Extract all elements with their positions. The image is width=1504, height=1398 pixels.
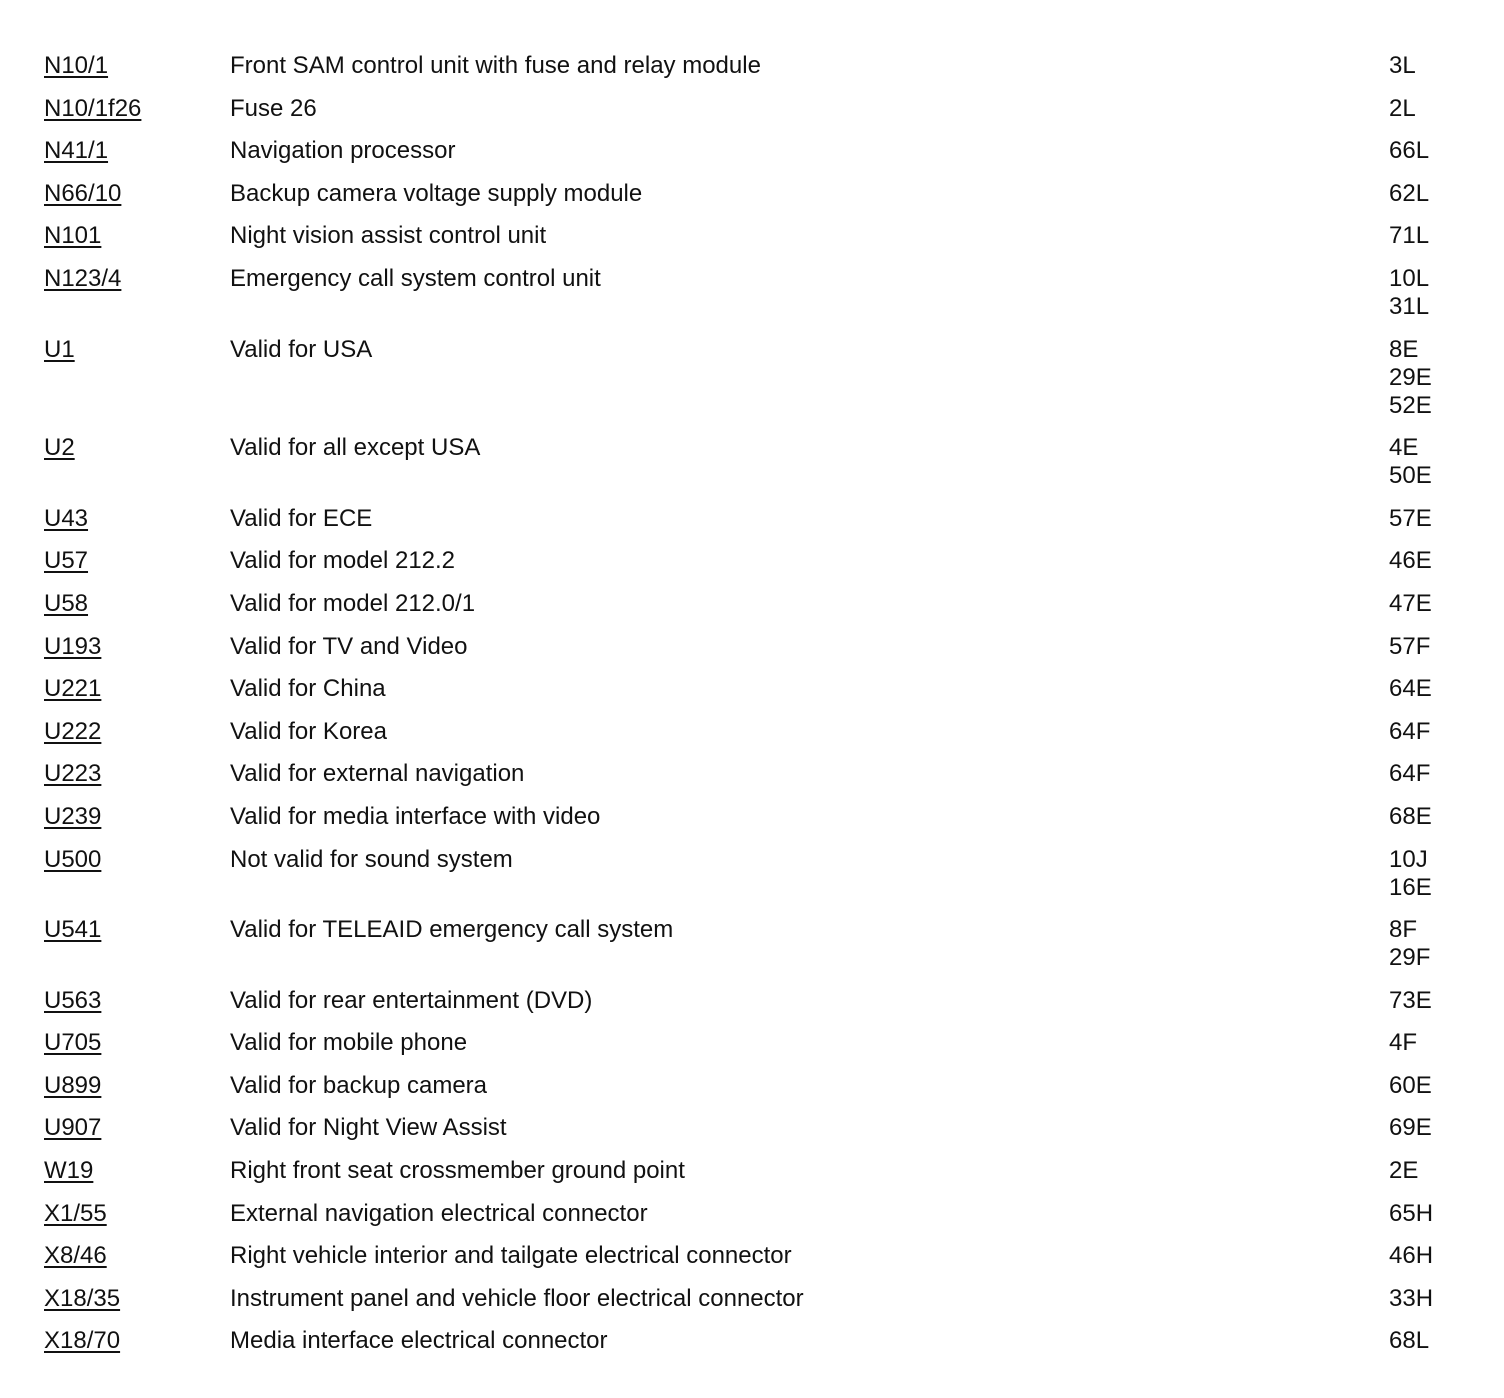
grid-reference: 69E (1389, 1114, 1432, 1142)
grid-reference: 31L (1389, 292, 1430, 320)
grid-references (1389, 336, 1464, 420)
grid-reference: 68E (1389, 802, 1432, 830)
grid-references (1389, 180, 1464, 208)
grid-references (1389, 505, 1464, 533)
component-description: Valid for rear entertainment (DVD) (230, 986, 593, 1014)
grid-reference: 71L (1389, 222, 1430, 250)
component-description: Emergency call system control unit (230, 264, 601, 292)
legend-row (44, 1072, 1464, 1100)
component-description: Right front seat crossmember ground point (230, 1157, 685, 1185)
legend-row (44, 1242, 1464, 1270)
component-code-link[interactable]: N66/10 (44, 179, 122, 207)
legend-row (44, 180, 1464, 208)
component-code-link[interactable]: U541 (44, 916, 102, 944)
grid-reference: 8F (1389, 916, 1418, 944)
grid-references (1389, 590, 1464, 618)
grid-reference: 29F (1389, 944, 1431, 972)
grid-references (1389, 434, 1464, 490)
component-description: Night vision assist control unit (230, 222, 547, 250)
component-code-link[interactable]: U500 (44, 845, 102, 873)
component-description: Valid for ECE (230, 504, 373, 532)
component-code-link[interactable]: N10/1f26 (44, 94, 142, 122)
grid-reference: 50E (1389, 462, 1432, 490)
component-description: Valid for external navigation (230, 760, 525, 788)
grid-reference: 4E (1389, 434, 1419, 462)
legend-row (44, 1200, 1464, 1228)
component-description: Valid for backup camera (230, 1071, 488, 1099)
grid-references (1389, 675, 1464, 703)
component-description: Right vehicle interior and tailgate electrical connector (230, 1242, 792, 1270)
grid-reference: 52E (1389, 391, 1432, 419)
component-code-link[interactable]: N41/1 (44, 137, 109, 165)
component-code-link[interactable]: W19 (44, 1157, 94, 1185)
grid-references (1389, 265, 1464, 321)
grid-reference: 8E (1389, 335, 1419, 363)
grid-references (1389, 846, 1464, 902)
grid-references (1389, 718, 1464, 746)
grid-reference: 10L (1389, 264, 1430, 292)
component-description: Navigation processor (230, 137, 456, 165)
grid-reference: 29E (1389, 363, 1432, 391)
legend-row (44, 718, 1464, 746)
legend-row (44, 1029, 1464, 1057)
legend-row (44, 1114, 1464, 1142)
component-code-link[interactable]: U43 (44, 504, 89, 532)
component-legend-table (44, 52, 1464, 1370)
legend-row (44, 547, 1464, 575)
grid-reference: 60E (1389, 1071, 1432, 1099)
component-code-link[interactable]: X8/46 (44, 1242, 107, 1270)
component-description: Not valid for sound system (230, 845, 513, 873)
component-description: Valid for mobile phone (230, 1029, 468, 1057)
component-code-link[interactable]: X1/55 (44, 1199, 107, 1227)
legend-row (44, 590, 1464, 618)
component-description: Media interface electrical connector (230, 1327, 608, 1355)
grid-references (1389, 137, 1464, 165)
component-code-link[interactable]: U899 (44, 1071, 102, 1099)
component-code-link[interactable]: X18/35 (44, 1284, 121, 1312)
component-description: Valid for USA (230, 335, 373, 363)
grid-references (1389, 95, 1464, 123)
component-code-link[interactable]: U563 (44, 986, 102, 1014)
component-code-link[interactable]: U1 (44, 335, 75, 363)
grid-references (1389, 1200, 1464, 1228)
component-code-link[interactable]: N10/1 (44, 52, 109, 79)
grid-reference: 47E (1389, 589, 1432, 617)
legend-row (44, 137, 1464, 165)
component-description: Valid for model 212.0/1 (230, 589, 476, 617)
component-description: Valid for Night View Assist (230, 1114, 507, 1142)
component-description: Valid for model 212.2 (230, 547, 456, 575)
component-description: Valid for TV and Video (230, 632, 468, 660)
component-description: Instrument panel and vehicle floor electrical connector (230, 1284, 804, 1312)
grid-reference: 64F (1389, 717, 1431, 745)
grid-reference: 65H (1389, 1199, 1434, 1227)
component-code-link[interactable]: U193 (44, 632, 102, 660)
grid-reference: 62L (1389, 179, 1430, 207)
grid-reference: 57F (1389, 632, 1431, 660)
component-code-link[interactable]: U907 (44, 1114, 102, 1142)
grid-references (1389, 52, 1464, 80)
component-code-link[interactable]: N123/4 (44, 264, 122, 292)
grid-reference: 57E (1389, 504, 1432, 532)
legend-row (44, 434, 1464, 490)
legend-row (44, 760, 1464, 788)
legend-row (44, 675, 1464, 703)
legend-row (44, 222, 1464, 250)
grid-references (1389, 803, 1464, 831)
component-code-link[interactable]: U239 (44, 802, 102, 830)
grid-references (1389, 916, 1464, 972)
legend-row (44, 1157, 1464, 1185)
legend-row (44, 846, 1464, 902)
legend-row (44, 633, 1464, 661)
legend-row (44, 505, 1464, 533)
legend-row (44, 95, 1464, 123)
component-description: Valid for media interface with video (230, 802, 601, 830)
component-description: Valid for China (230, 675, 386, 703)
grid-references (1389, 1242, 1464, 1270)
grid-references (1389, 1327, 1464, 1355)
grid-reference: 2L (1389, 94, 1416, 122)
grid-references (1389, 987, 1464, 1015)
component-description: Valid for TELEAID emergency call system (230, 916, 674, 944)
grid-references (1389, 1285, 1464, 1313)
grid-reference: 46E (1389, 547, 1432, 575)
grid-reference: 4F (1389, 1029, 1418, 1057)
component-code-link[interactable]: U221 (44, 675, 102, 703)
component-code-link[interactable]: U222 (44, 717, 102, 745)
component-description: Valid for Korea (230, 717, 387, 745)
grid-reference: 68L (1389, 1327, 1430, 1355)
grid-references (1389, 1029, 1464, 1057)
legend-row (44, 803, 1464, 831)
component-description: Backup camera voltage supply module (230, 179, 643, 207)
component-code-link[interactable]: N101 (44, 222, 102, 250)
component-description: Valid for all except USA (230, 434, 481, 462)
component-code-link[interactable]: U57 (44, 547, 89, 575)
legend-row (44, 1285, 1464, 1313)
grid-reference: 46H (1389, 1242, 1434, 1270)
grid-reference: 33H (1389, 1284, 1434, 1312)
grid-reference: 64E (1389, 675, 1432, 703)
grid-references (1389, 222, 1464, 250)
grid-references (1389, 1072, 1464, 1100)
grid-reference: 3L (1389, 52, 1416, 79)
grid-reference: 64F (1389, 760, 1431, 788)
component-code-link[interactable]: X18/70 (44, 1327, 121, 1355)
component-code-link[interactable]: U223 (44, 760, 102, 788)
component-code-link[interactable]: U2 (44, 434, 75, 462)
legend-row (44, 52, 1464, 80)
grid-references (1389, 1114, 1464, 1142)
legend-row (44, 1327, 1464, 1355)
component-description: Front SAM control unit with fuse and relay module (230, 52, 761, 79)
legend-row (44, 265, 1464, 321)
legend-row (44, 336, 1464, 420)
grid-reference: 2E (1389, 1157, 1419, 1185)
component-code-link[interactable]: U705 (44, 1029, 102, 1057)
grid-reference: 73E (1389, 986, 1432, 1014)
grid-reference: 16E (1389, 873, 1432, 901)
legend-row (44, 987, 1464, 1015)
grid-references (1389, 760, 1464, 788)
grid-references (1389, 633, 1464, 661)
grid-reference: 66L (1389, 137, 1430, 165)
component-description: External navigation electrical connector (230, 1199, 648, 1227)
grid-references (1389, 1157, 1464, 1185)
component-description: Fuse 26 (230, 94, 317, 122)
component-code-link[interactable]: U58 (44, 589, 89, 617)
grid-references (1389, 547, 1464, 575)
grid-reference: 10J (1389, 845, 1428, 873)
legend-row (44, 916, 1464, 972)
